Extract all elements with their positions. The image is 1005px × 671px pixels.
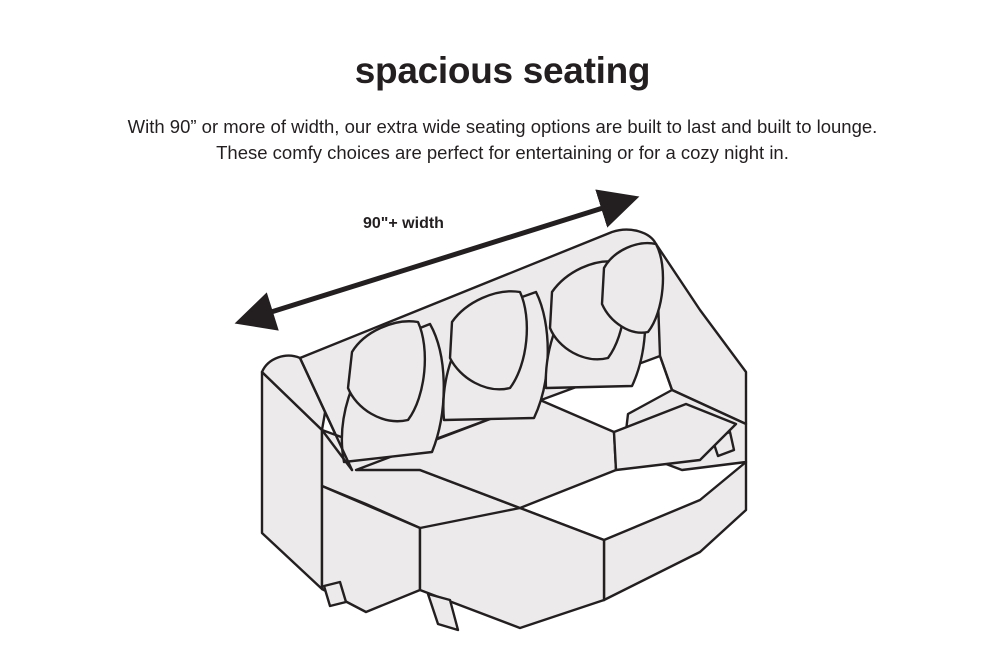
dimension-label: 90"+ width [363, 215, 444, 232]
subtitle-line-2: These comfy choices are perfect for entertaining or for a cozy night in. [216, 142, 789, 163]
subtitle-line-1: With 90” or more of width, our extra wide seating options are built to last and built to lounge. [127, 116, 878, 137]
page-title: spacious seating [354, 50, 651, 91]
